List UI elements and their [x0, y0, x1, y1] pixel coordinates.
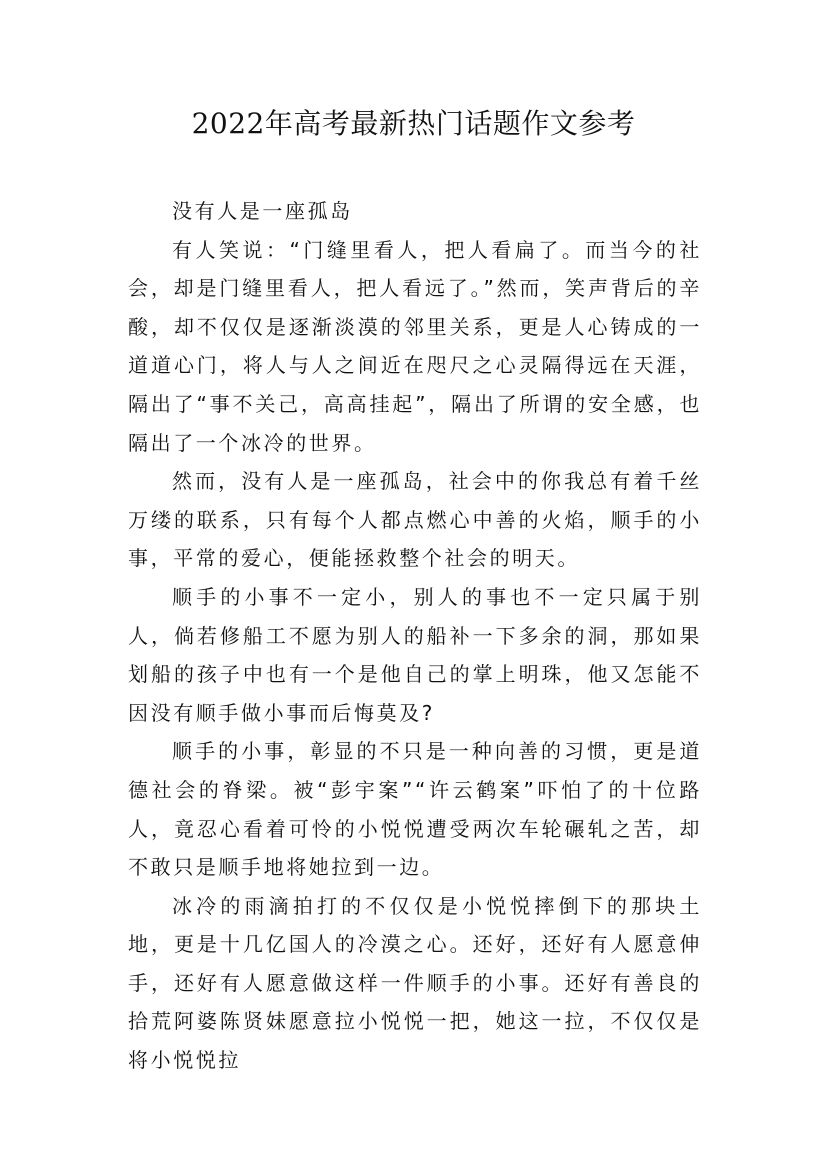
paragraph: 然而，没有人是一座孤岛，社会中的你我总有着千丝万缕的联系，只有每个人都点燃心中善的火焰，顺手的小事，平常的爱心，便能拯救整个社会的明天。 — [128, 469, 702, 571]
document-title: 2022年高考最新热门话题作文参考 — [191, 107, 636, 140]
paragraph: 顺手的小事，彰显的不只是一种向善的习惯，更是道德社会的脊梁。被“彭宇案”“许云鹤案”吓怕了的十位路人，竟忍心看着可怜的小悦悦遭受两次车轮碾轧之苦，却不敢只是顺手地将她拉到一边。 — [128, 739, 702, 880]
paragraph: 冰冷的雨滴拍打的不仅仅是小悦悦摔倒下的那块土地，更是十几亿国人的冷漠之心。还好，还好有人愿意伸手，还好有人愿意做这样一件顺手的小事。还好有善良的拾荒阿婆陈贤妹愿意拉小悦悦一把，她这一拉，不仅仅是将小悦悦拉 — [128, 893, 702, 1073]
essay-heading: 没有人是一座孤岛 — [172, 199, 353, 223]
document-body — [128, 192, 702, 1080]
paragraph: 顺手的小事不一定小，别人的事也不一定只属于别人，倘若修船工不愿为别人的船补一下多余的洞，那如果划船的孩子中也有一个是他自己的掌上明珠，他又怎能不因没有顺手做小事而后悔莫及? — [128, 584, 702, 725]
paragraph: 有人笑说：“门缝里看人，把人看扁了。而当今的社会，却是门缝里看人，把人看远了。”然而，笑声背后的辛酸，却不仅仅是逐渐淡漠的邻里关系，更是人心铸成的一道道心门，将人与人之间近在咫尺之心灵隔得远在天涯，隔出了“事不关己，高高挂起”，隔出了所谓的安全感，也隔出了一个冰冷的世界。 — [128, 237, 702, 455]
